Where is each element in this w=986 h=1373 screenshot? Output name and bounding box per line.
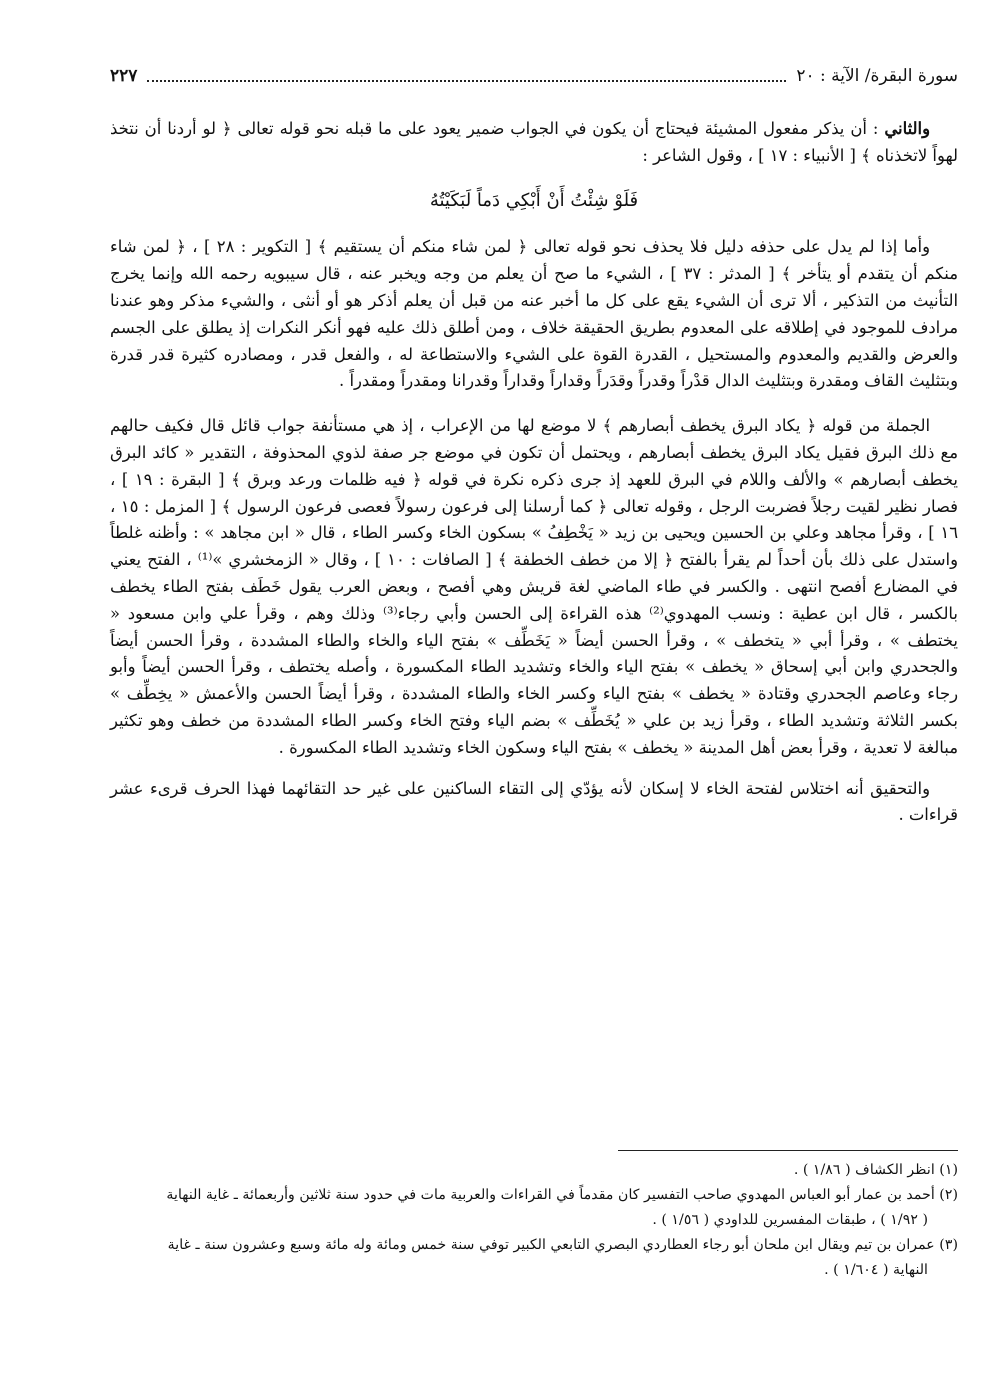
paragraph-2: وأما إذا لم يدل على حذفه دليل فلا يحذف نحو قوله تعالى ﴿ لمن شاء منكم أن يستقيم ﴾ [ التكوير : ٢٨ ] ، ﴿ لمن شاء منكم أن يتقدم أو يتأخر ﴾ [ المدثر : ٣٧ ] ، الشيء ما صح أن يعلم من وجه ويخبر عنه ، قال سيبويه رحمه الله وإنما يخرج التأنيث من التذكير ، ألا ترى أن الشيء يقع على كل ما أخبر عنه من قبل أن يعلم أذكر هو أو أنثى ، والشيء مذكر وهو عندنا مرادف للموجود في إطلاقه على المعدوم بطريق الحقيقة خلاف ، ومن أطلق ذلك عليه فهو أنكر النكرات إذ يطلق على الجسم والعرض والقديم والمعدوم والمستحيل ، القدرة القوة على الشيء والاستطاعة له ، والفعل قدر ، ومصادره كثيرة قدر قدرة وبتثليث القاف ومقدرة وبتثليث الدال قدْراً وقدراً وقدَراً وقداراً وقداراً وقدرانا ومقدراً ومقدراً .: [110, 237, 958, 391]
paragraph-1: [110, 116, 958, 170]
footnote-3: (٣) عمران بن تيم ويقال ابن ملحان أبو رجاء العطاردي البصري التابعي الكبير توفي سنة خمس ومائة وله مائة وسبع وعشرون سنة ـ غاية: [167, 1237, 958, 1253]
page-number: ٢٢٧: [110, 66, 138, 86]
footnote-2: (٢) أحمد بن عمار أبو العباس المهدوي صاحب التفسير كان مقدماً في القراءات والعربية مات في حدود سنة ثلاثين وأربعمائة ـ غاية النهاية: [166, 1187, 958, 1203]
footnotes: [110, 1158, 958, 1283]
header-title: سورة البقرة/ الآية : ٢٠: [796, 66, 958, 86]
footnote-3-continuation: النهاية ( ١/٦٠٤ ) .: [824, 1262, 928, 1278]
paragraph-1-text: : أن يذكر مفعول المشيئة فيحتاج أن يكون في الجواب ضمير يعود على ما قبله نحو قوله تعالى ﴿ لو أردنا أن نتخذ لهواً لاتخذناه ﴾ [ الأنبياء : ١٧ ] ، وقول الشاعر :: [110, 119, 958, 165]
header-dot-leader: [147, 70, 786, 82]
paragraph-3: الجملة من قوله ﴿ يكاد البرق يخطف أبصارهم ﴾ لا موضع لها من الإعراب ، إذ هي مستأنفة جواب قائل قال فكيف حالهم مع ذلك البرق فقيل يكاد البرق يخطف أبصارهم ، ويحتمل أن تكون في موضع جر صفة لذوي المحذوفة ، التقدير « كائد البرق يخطف أبصارهم » والألف واللام في البرق للعهد إذ جرى ذكره نكرة في قوله ﴿ فيه ظلمات ورعد وبرق ﴾ [ البقرة : ١٩ ] ، فصار نظير لقيت رجلاً فضربت الرجل ، وقوله تعالى ﴿ كما أرسلنا إلى فرعون رسولاً فعصى فرعون الرسول ﴾ [ المزمل : ١٥ ، ١٦ ] ، وقرأ مجاهد وعلي بن الحسين ويحيى بن زيد « يَخْطِفُ » بسكون الخاء وكسر الطاء ، قال « ابن مجاهد » : وأظنه غلطاً واستدل على ذلك بأن أحداً لم يقرأ بالفتح ﴿ إلا من خطف الخطفة ﴾ [ الصافات : ١٠ ] ، وقال « الزمخشري »⁽¹⁾ ، الفتح يعني في المضارع أفصح انتهى . والكسر في طاء الماضي لغة قريش وهي أفصح ، وبعض العرب يقول خَطَف بفتح الطاء يخطف بالكسر ، قال ابن عطية : ونسب المهدوي⁽²⁾ هذه القراءة إلى الحسن وأبي رجاء⁽³⁾ وذلك وهم ، وقرأ علي وابن مسعود « يختطف » ، وقرأ أبي « يتخطف » ، وقرأ الحسن أيضاً « يَخَطِّف » بفتح الياء والخاء والطاء المشددة ، وقرأ الحسن أيضاً والجحدري وابن أبي إسحاق « يخطف » بفتح الياء والخاء وتشديد الطاء المكسورة ، وأصله يختطف ، وقرأ الحسن أيضاً وأبو رجاء وعاصم الجحدري وقتادة « يخطف » بفتح الياء وكسر الخاء والطاء المشددة ، وقرأ أيضاً الحسن والأعمش « يخِطِّف » بكسر الثلاثة وتشديد الطاء ، وقرأ زيد بن علي « يُخَطِّف » بضم الياء وفتح الخاء وكسر الطاء المشددة من خطف وهو تكثير مبالغة لا تعدية ، وقرأ بعض أهل المدينة « يخطف » بفتح الياء وسكون الخاء وتشديد الطاء المكسورة .: [110, 416, 958, 757]
footnote-2-continuation: ( ١/٩٢ ) ، طبقات المفسرين للداودي ( ١/٥٦ ) .: [652, 1212, 928, 1228]
paragraph-4: والتحقيق أنه اختلاس لفتحة الخاء لا إسكان لأنه يؤدّي إلى التقاء الساكنين على غير حد التقائهما فهذا الحرف قرىء عشر قراءات .: [110, 778, 958, 825]
footnote-1: (١) انظر الكشاف ( ١/٨٦ ) .: [793, 1162, 958, 1178]
footnote-divider: [618, 1150, 958, 1151]
page: [110, 60, 958, 1278]
poetry-verse: فَلَوْ شِئْتُ أَنْ أَبْكِي دَماً لَبَكَيْتُهُ: [429, 189, 639, 211]
running-header: [110, 60, 958, 92]
paragraph-1-label: والثاني: [884, 119, 930, 138]
